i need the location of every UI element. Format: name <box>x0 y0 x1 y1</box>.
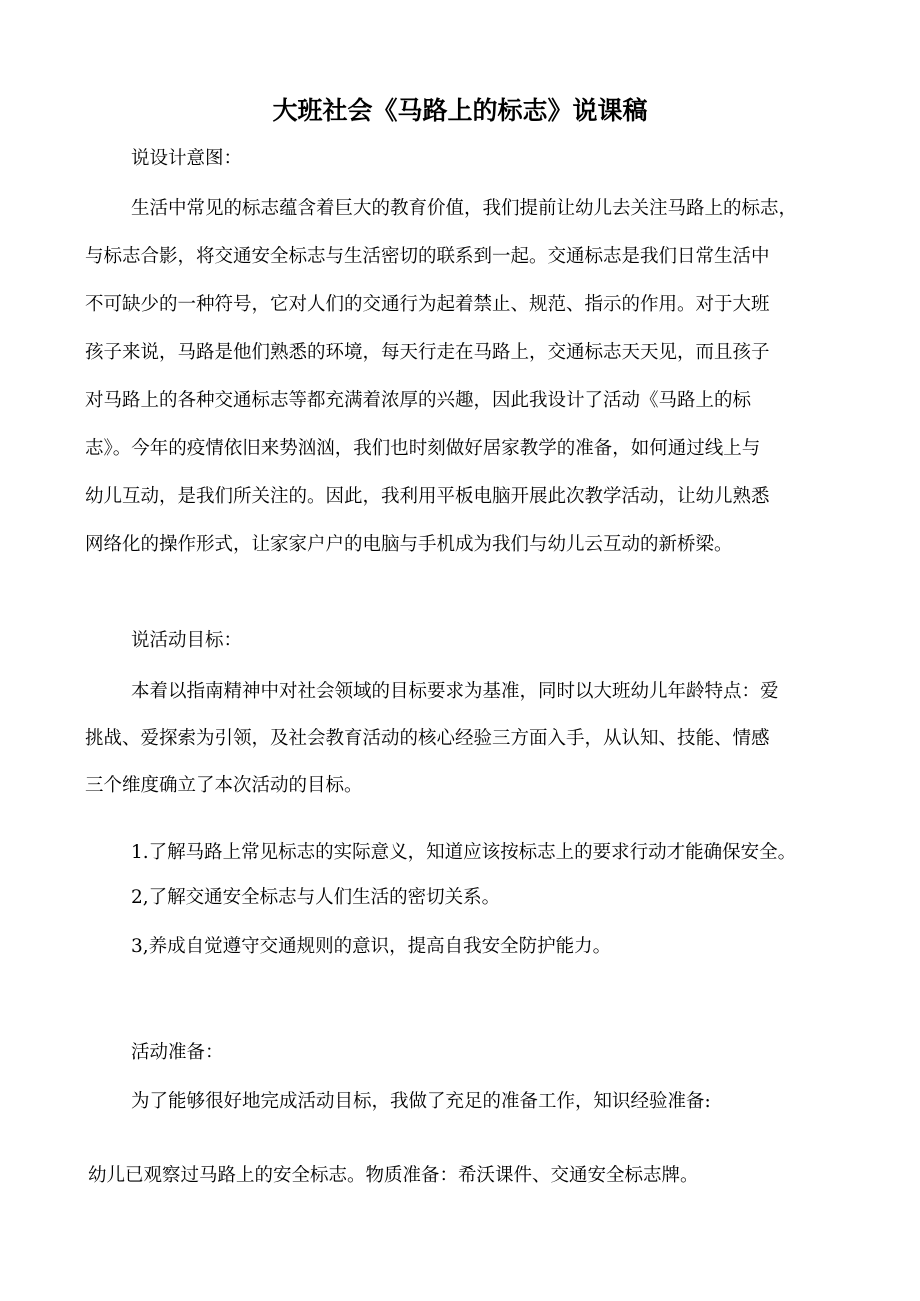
objective-item-3: 3,养成自觉遵守交通规则的意识，提高自我安全防护能力。 <box>131 936 612 957</box>
paragraph-line: 本着以指南精神中对社会领域的目标要求为基准，同时以大班幼儿年龄特点：爱 <box>131 681 779 702</box>
document-title: 大班社会《马路上的标志》说课稿 <box>272 96 648 125</box>
preparation-line-2: 幼儿已观察过马路上的安全标志。物质准备：希沃课件、交通安全标志牌。 <box>88 1165 699 1186</box>
objectives-paragraph <box>85 668 779 809</box>
objective-item-1: 1.了解马路上常见标志的实际意义，知道应该按标志上的要求行动才能确保安全。 <box>131 842 797 863</box>
paragraph-line: 网络化的操作形式，让家家户户的电脑与手机成为我们与幼儿云互动的新桥梁。 <box>85 534 733 555</box>
paragraph-line: 幼儿互动，是我们所关注的。因此，我利用平板电脑开展此次教学活动，让幼儿熟悉 <box>85 486 770 507</box>
design-intent-paragraph <box>85 185 797 569</box>
paragraph-line: 挑战、爱探索为引领，及社会教育活动的核心经验三方面入手，从认知、技能、情感 <box>85 728 770 749</box>
paragraph-line: 对马路上的各种交通标志等都充满着浓厚的兴趣，因此我设计了活动《马路上的标 <box>85 390 752 411</box>
section-heading-design-intent: 说设计意图： <box>131 148 243 169</box>
preparation-line-1: 为了能够很好地完成活动目标，我做了充足的准备工作，知识经验准备: <box>131 1091 711 1112</box>
section-heading-objectives: 说活动目标： <box>131 630 243 651</box>
paragraph-line: 孩子来说，马路是他们熟悉的环境，每天行走在马路上，交通标志天天见，而且孩子 <box>85 342 770 363</box>
objective-item-2: 2,了解交通安全标志与人们生活的密切关系。 <box>131 887 501 908</box>
paragraph-line: 三个维度确立了本次活动的目标。 <box>85 775 363 796</box>
section-heading-preparation: 活动准备： <box>131 1042 224 1063</box>
paragraph-line: 不可缺少的一种符号，它对人们的交通行为起着禁止、规范、指示的作用。对于大班 <box>85 294 770 315</box>
paragraph-line: 与标志合影，将交通安全标志与生活密切的联系到一起。交通标志是我们日常生活中 <box>85 246 770 267</box>
paragraph-line: 志》。今年的疫情依旧来势汹汹，我们也时刻做好居家教学的准备，如何通过线上与 <box>85 438 761 459</box>
paragraph-line: 生活中常见的标志蕴含着巨大的教育价值，我们提前让幼儿去关注马路上的标志， <box>131 198 798 219</box>
